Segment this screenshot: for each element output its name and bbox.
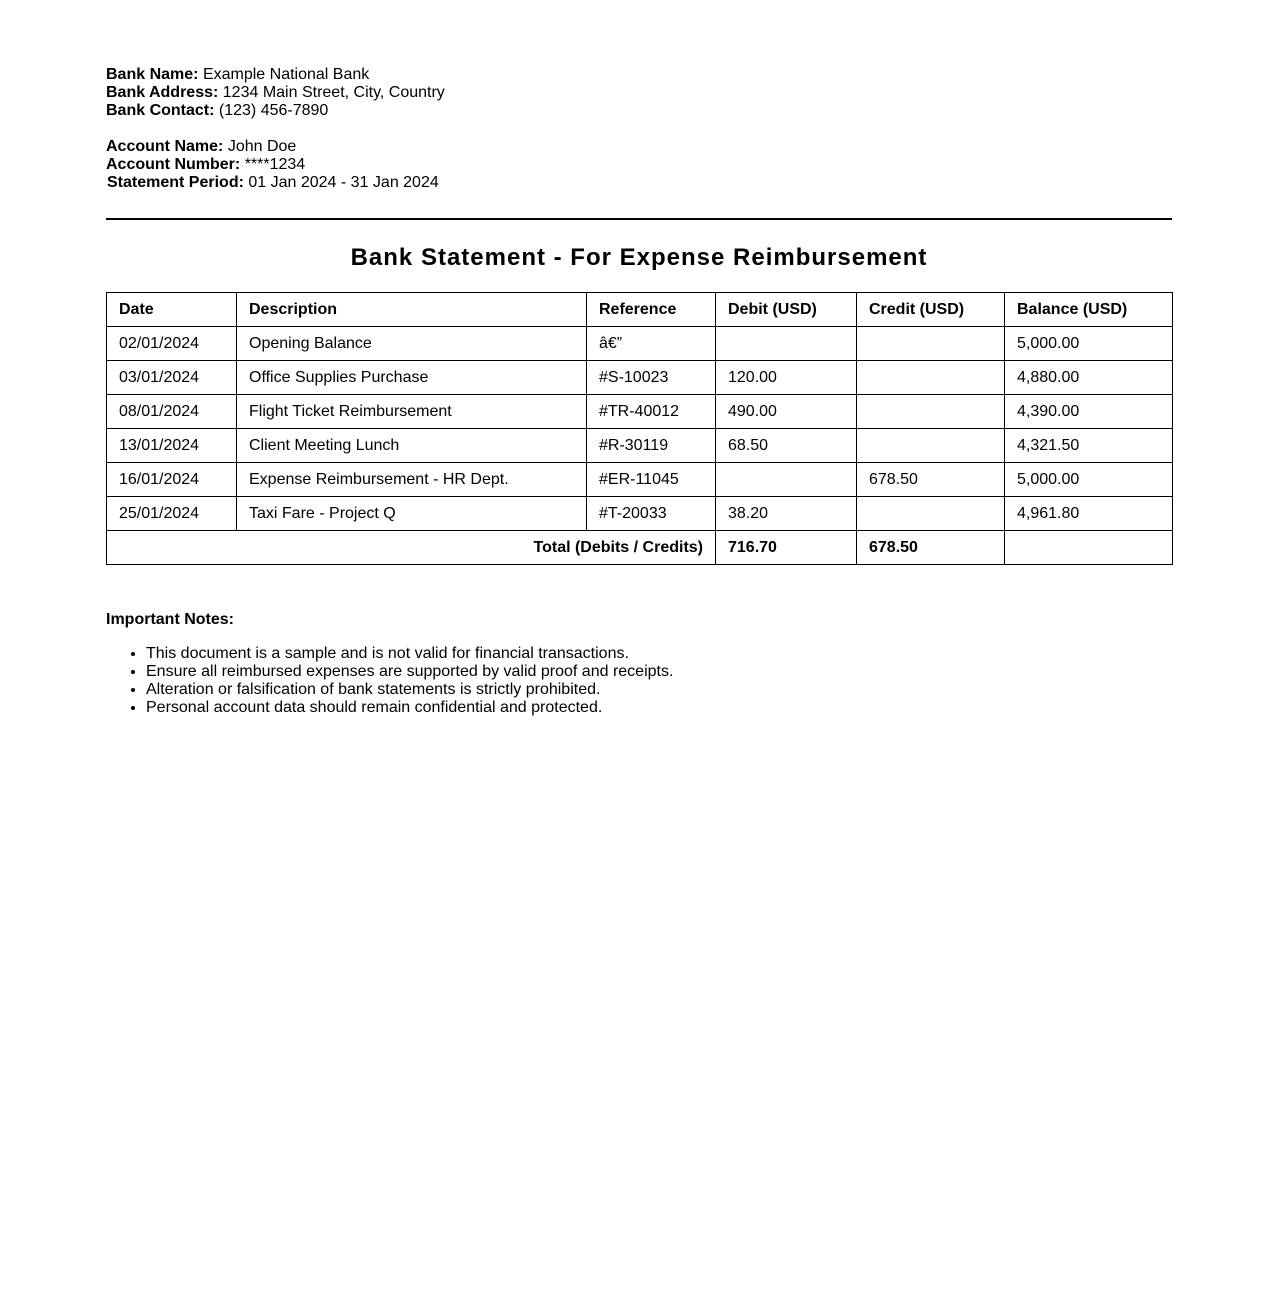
total-balance	[1005, 531, 1173, 565]
cell-debit: 490.00	[716, 395, 857, 429]
statement-period-line	[106, 174, 1172, 192]
bank-name-value: Example National Bank	[202, 66, 370, 83]
bank-contact-line	[106, 102, 1172, 120]
bank-address-line	[106, 84, 1172, 102]
cell-debit	[716, 327, 857, 361]
cell-reference: #ER-11045	[587, 463, 716, 497]
cell-credit	[857, 497, 1005, 531]
table-row	[107, 497, 1173, 531]
list-item: • Alteration or falsification of bank statements is strictly prohibited.	[146, 681, 1172, 699]
header-balance: Balance (USD)	[1005, 293, 1173, 327]
total-credit: 678.50	[857, 531, 1005, 565]
statement-period-value: 01 Jan 2024 - 31 Jan 2024	[248, 174, 439, 191]
bank-name-label: Bank Name:	[106, 66, 199, 83]
spacer	[106, 120, 1172, 138]
cell-date: 02/01/2024	[107, 327, 237, 361]
bank-contact-label: Bank Contact:	[106, 102, 215, 119]
account-name-label: Account Name:	[106, 138, 224, 155]
cell-date: 16/01/2024	[107, 463, 237, 497]
table-header-row	[107, 293, 1173, 327]
cell-credit	[857, 327, 1005, 361]
cell-reference: #T-20033	[587, 497, 716, 531]
bank-address-value: 1234 Main Street, City, Country	[222, 84, 445, 101]
notes-list	[106, 645, 1172, 717]
account-number-line	[106, 156, 1172, 174]
cell-credit	[857, 429, 1005, 463]
cell-date: 08/01/2024	[107, 395, 237, 429]
table-row	[107, 327, 1173, 361]
cell-description: Expense Reimbursement - HR Dept.	[237, 463, 587, 497]
total-label: Total (Debits / Credits)	[107, 531, 716, 565]
cell-description: Office Supplies Purchase	[237, 361, 587, 395]
statement-period-label: Statement Period:	[107, 174, 244, 191]
cell-reference: #S-10023	[587, 361, 716, 395]
notes-title: Important Notes:	[106, 611, 234, 628]
page-title: Bank Statement - For Expense Reimbursement	[350, 244, 928, 271]
cell-date: 03/01/2024	[107, 361, 237, 395]
statement-page	[106, 66, 1172, 717]
cell-balance: 4,390.00	[1005, 395, 1173, 429]
cell-debit: 68.50	[716, 429, 857, 463]
cell-balance: 5,000.00	[1005, 463, 1173, 497]
table-row	[107, 429, 1173, 463]
cell-balance: 4,321.50	[1005, 429, 1173, 463]
cell-debit: 38.20	[716, 497, 857, 531]
cell-date: 13/01/2024	[107, 429, 237, 463]
cell-description: Taxi Fare - Project Q	[237, 497, 587, 531]
list-item: • Personal account data should remain confidential and protected.	[146, 699, 1172, 717]
cell-credit: 678.50	[857, 463, 1005, 497]
header-debit: Debit (USD)	[716, 293, 857, 327]
divider	[106, 218, 1172, 220]
cell-reference: #TR-40012	[587, 395, 716, 429]
account-number-value: ****1234	[244, 156, 306, 173]
header-date: Date	[107, 293, 237, 327]
account-name-line	[106, 138, 1172, 156]
table-total-row	[107, 531, 1173, 565]
cell-description: Opening Balance	[237, 327, 587, 361]
header-credit: Credit (USD)	[857, 293, 1005, 327]
cell-description: Client Meeting Lunch	[237, 429, 587, 463]
bank-address-label: Bank Address:	[106, 84, 219, 101]
bank-info	[106, 66, 1172, 192]
header-description: Description	[237, 293, 587, 327]
cell-description: Flight Ticket Reimbursement	[237, 395, 587, 429]
cell-balance: 4,961.80	[1005, 497, 1173, 531]
header-reference: Reference	[587, 293, 716, 327]
table-row	[107, 463, 1173, 497]
table-row	[107, 361, 1173, 395]
list-item: • This document is a sample and is not valid for financial transactions.	[146, 645, 1172, 663]
cell-date: 25/01/2024	[107, 497, 237, 531]
statement-table	[106, 292, 1173, 565]
cell-reference: â€”	[587, 327, 716, 361]
list-item: • Ensure all reimbursed expenses are supported by valid proof and receipts.	[146, 663, 1172, 681]
account-name-value: John Doe	[227, 138, 297, 155]
cell-reference: #R-30119	[587, 429, 716, 463]
cell-balance: 5,000.00	[1005, 327, 1173, 361]
table-row	[107, 395, 1173, 429]
bank-contact-value: (123) 456-7890	[218, 102, 329, 119]
cell-debit	[716, 463, 857, 497]
cell-debit: 120.00	[716, 361, 857, 395]
bank-name-line	[106, 66, 1172, 84]
cell-credit	[857, 395, 1005, 429]
cell-credit	[857, 361, 1005, 395]
account-number-label: Account Number:	[106, 156, 241, 173]
cell-balance: 4,880.00	[1005, 361, 1173, 395]
total-debit: 716.70	[716, 531, 857, 565]
